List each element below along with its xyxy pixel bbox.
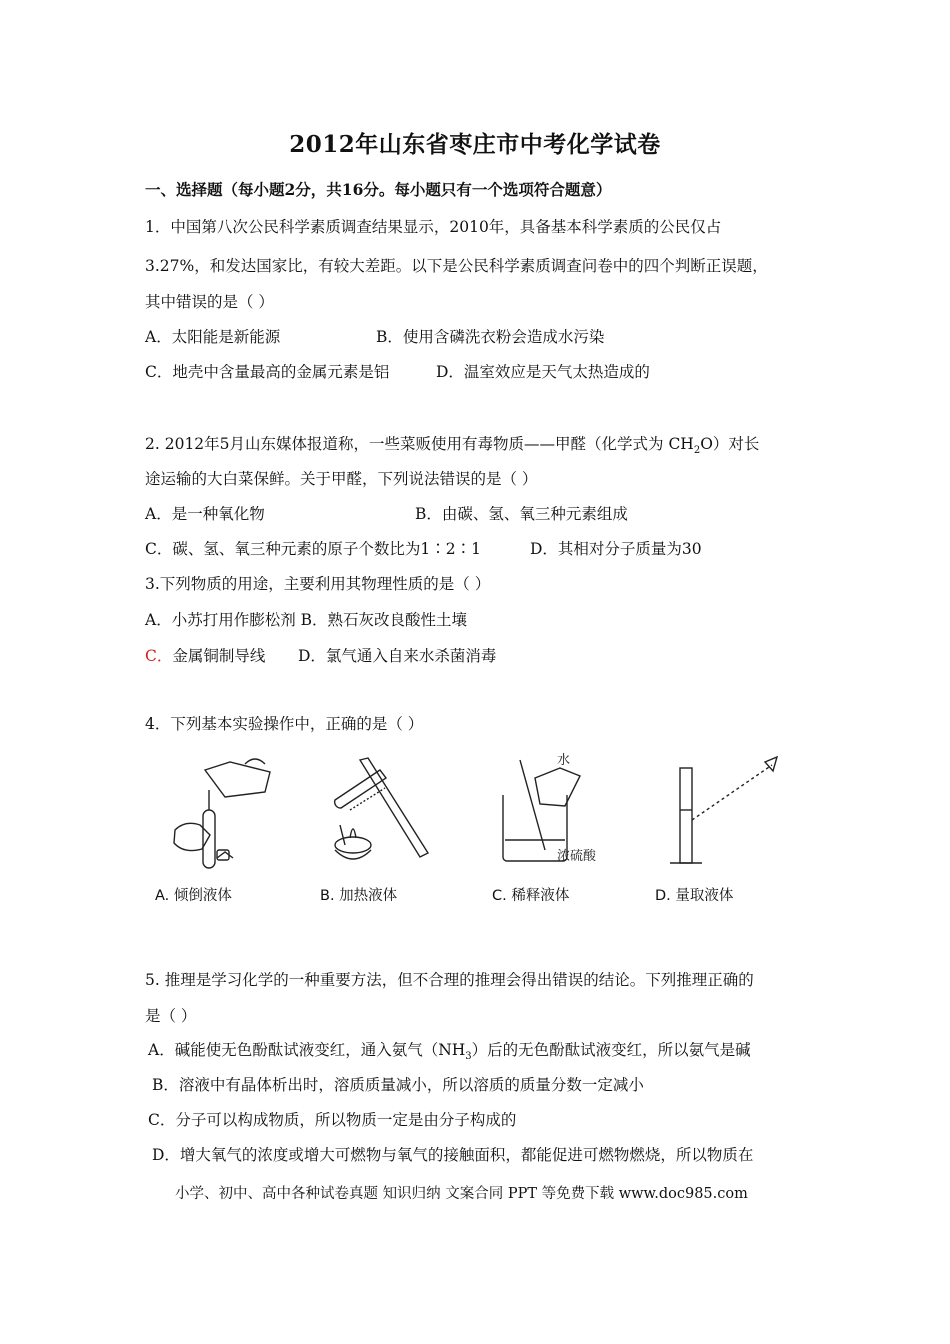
fig-label-c: C. 稀释液体 (492, 888, 570, 904)
heating-liquid-illustration (335, 758, 428, 859)
footer-text: 小学、初中、高中各种试卷真题 知识归纳 文案合同 PPT 等免费下载 www.doc985.com (175, 1186, 748, 1202)
q2-option-c: C．碳、氢、氧三种元素的原子个数比为1∶2∶1 (145, 540, 481, 558)
q5-line2: 是（ ） (145, 1007, 197, 1025)
q1-option-d: D．温室效应是天气太热造成的 (436, 363, 650, 381)
q4-line1: 4．下列基本实验操作中，正确的是（ ） (145, 715, 424, 733)
q2-line2: 途运输的大白菜保鲜。关于甲醛，下列说法错误的是（ ） (145, 470, 538, 488)
acid-label: 浓硫酸 (557, 849, 597, 864)
measuring-liquid-illustration (670, 757, 777, 863)
page-title: 2012年山东省枣庄市中考化学试卷 (289, 131, 661, 158)
fig-label-b: B. 加热液体 (320, 888, 398, 904)
fig-label-d: D. 量取液体 (655, 888, 734, 904)
fig-label-a: A. 倾倒液体 (155, 888, 232, 904)
q3-line1: 3.下列物质的用途，主要利用其物理性质的是（ ） (145, 575, 491, 593)
q5-option-c: C．分子可以构成物质，所以物质一定是由分子构成的 (148, 1111, 517, 1129)
q3-option-c: C．金属铜制导线 (145, 647, 266, 665)
q1-line2: 3.27%，和发达国家比，有较大差距。以下是公民科学素质调查问卷中的四个判断正误题， (145, 257, 768, 275)
q1-option-c: C．地壳中含量最高的金属元素是铝 (145, 363, 390, 381)
q1-option-a: A．太阳能是新能源 (145, 328, 281, 346)
q1-line3: 其中错误的是（ ） (145, 293, 274, 311)
q2-option-b: B．由碳、氢、氧三种元素组成 (415, 505, 628, 523)
diluting-liquid-illustration (503, 760, 580, 861)
q2-option-a: A．是一种氧化物 (145, 505, 265, 523)
q3-option-d: D．氯气通入自来水杀菌消毒 (298, 647, 497, 665)
q1-option-b: B．使用含磷洗衣粉会造成水污染 (376, 328, 605, 346)
pouring-liquid-illustration (174, 759, 270, 868)
section-heading: 一、选择题（每小题2分，共16分。每小题只有一个选项符合题意） (145, 180, 612, 199)
q1-line1: 1．中国第八次公民科学素质调查结果显示，2010年，具备基本科学素质的公民仅占 (145, 218, 722, 236)
q3-option-c-letter: C． (145, 647, 173, 665)
q5-line1: 5. 推理是学习化学的一种重要方法，但不合理的推理会得出错误的结论。下列推理正确的 (145, 971, 754, 989)
q2-option-d: D．其相对分子质量为30 (530, 540, 702, 558)
q5-option-d: D．增大氧气的浓度或增大可燃物与氧气的接触面积，都能促进可燃物燃烧，所以物质在 (152, 1146, 754, 1164)
q5-option-a: A．碱能使无色酚酞试液变红，通入氨气$(NH_3)$后的无色酚酞试液变红，所以氨气是碱 (148, 1041, 751, 1063)
q2-line1: 2. 2012年5月山东媒体报道称，一些菜贩使用有毒物质——甲醛（化学式为 $CH_2O$）对长 (145, 435, 760, 457)
water-label: 水 (557, 753, 571, 768)
q5-option-b: B．溶液中有晶体析出时，溶质质量减小，所以溶质的质量分数一定减小 (152, 1076, 644, 1094)
q3-options-ab: A．小苏打用作膨松剂 B．熟石灰改良酸性土壤 (145, 611, 468, 629)
